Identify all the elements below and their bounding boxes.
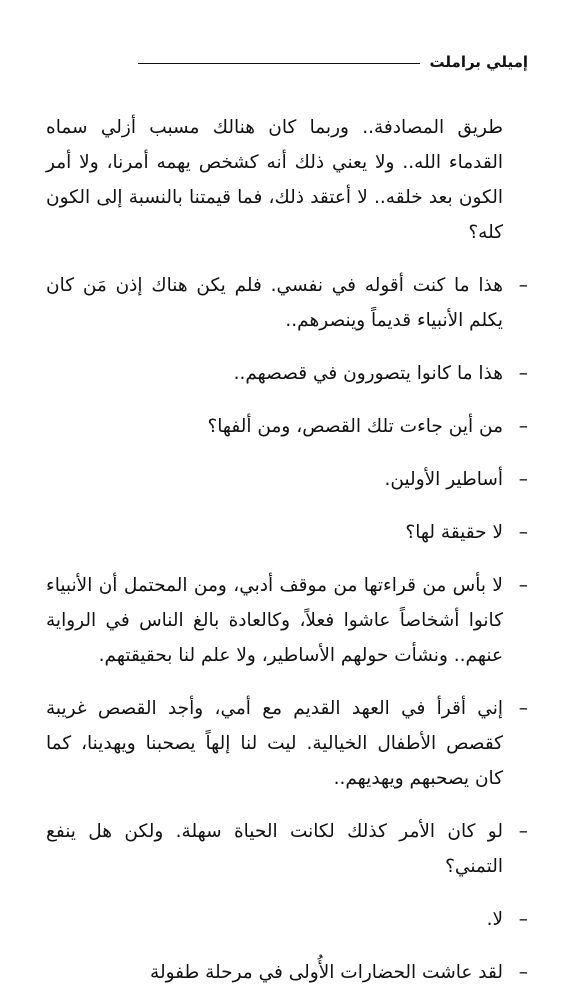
dialogue-line bbox=[46, 691, 528, 796]
dialogue-dash: – bbox=[518, 909, 528, 930]
opening-paragraph: طريق المصادفة.. وربما كان هنالك مسبب أزلي سماه القدماء الله.. ولا يعني ذلك أنه كشخص يهمه أمرنا، ولا أمر الكون بعد خلقه.. لا أعتقد ذلك، فما قيمتنا بالنسبة إلى الكون كله؟ bbox=[46, 117, 503, 243]
dialogue-dash: – bbox=[518, 522, 528, 543]
header-rule bbox=[138, 63, 420, 64]
dialogue-dash: – bbox=[518, 575, 528, 596]
dialogue-text: هذا ما كنت أقوله في نفسي. فلم يكن هناك إذن مَن كان يكلم الأنبياء قديماً وينصرهم.. bbox=[46, 275, 503, 331]
dialogue-line bbox=[46, 409, 528, 444]
dialogue-line bbox=[46, 814, 528, 884]
dialogue-dash: – bbox=[518, 698, 528, 719]
dialogue-text: لقد عاشت الحضارات الأُولى في مرحلة طفولة bbox=[150, 962, 503, 983]
dialogue-text: أساطير الأولين. bbox=[384, 469, 503, 490]
dialogue-text: من أين جاءت تلك القصص، ومن ألفها؟ bbox=[207, 416, 503, 437]
dialogue-dash: – bbox=[518, 962, 528, 983]
dialogue-line bbox=[46, 268, 528, 338]
dialogue-line bbox=[46, 515, 528, 550]
author-name: إميلي براملت bbox=[429, 53, 528, 71]
dialogue-text: لو كان الأمر كذلك لكانت الحياة سهلة. ولكن هل ينفع التمني؟ bbox=[46, 821, 503, 877]
dialogue-text: لا. bbox=[486, 909, 503, 930]
dialogue-dash: – bbox=[518, 363, 528, 384]
dialogue-line bbox=[46, 902, 528, 937]
dialogue-dash: – bbox=[518, 821, 528, 842]
dialogue-text: إني أقرأ في العهد القديم مع أمي، وأجد القصص غريبة كقصص الأطفال الخيالية. ليت لنا إلهاً يصحبنا ويهدينا، كما كان يصحبهم ويهديهم.. bbox=[46, 698, 503, 789]
dialogue-text: لا بأس من قراءتها من موقف أدبي، ومن المحتمل أن الأنبياء كانوا أشخاصاً عاشوا فعلاً، وكالعادة بالغ الناس في الرواية عنهم.. ونشأت حولهم الأساطير، ولا علم لنا بحقيقتهم. bbox=[46, 575, 503, 666]
dialogue-line bbox=[46, 955, 528, 990]
text-body bbox=[46, 110, 528, 1008]
running-header bbox=[138, 52, 528, 72]
dialogue-dash: – bbox=[518, 469, 528, 490]
dialogue-text: هذا ما كانوا يتصورون في قصصهم.. bbox=[233, 363, 503, 384]
dialogue-dash: – bbox=[518, 275, 528, 296]
dialogue-line bbox=[46, 568, 528, 673]
dialogue-text: لا حقيقة لها؟ bbox=[405, 522, 503, 543]
dialogue-line bbox=[46, 462, 528, 497]
dialogue-dash: – bbox=[518, 416, 528, 437]
dialogue-line bbox=[46, 356, 528, 391]
